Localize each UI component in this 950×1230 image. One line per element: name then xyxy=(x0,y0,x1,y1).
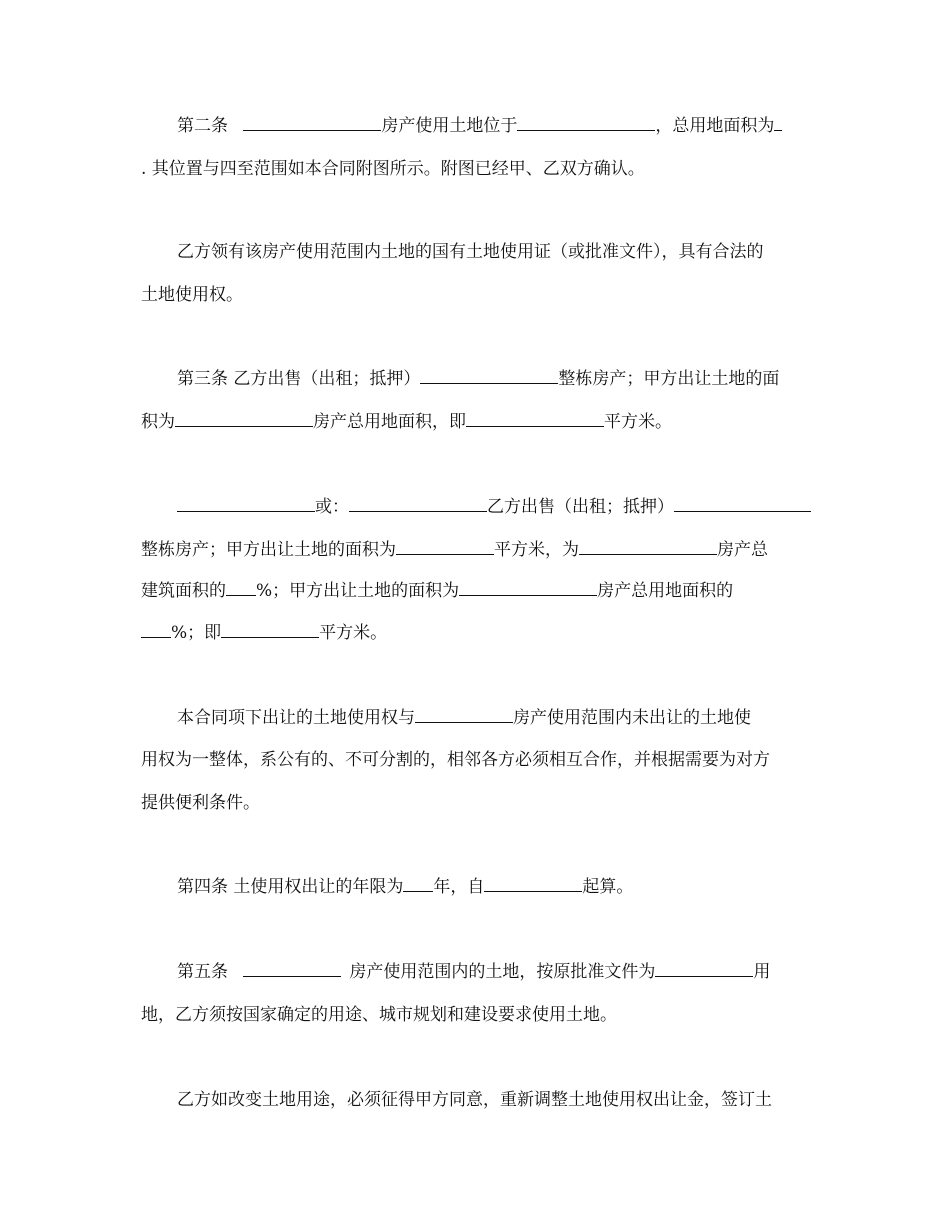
text-segment: ，总用地面积为 xyxy=(655,116,775,136)
blank-field xyxy=(226,580,256,596)
alternative-line-1 xyxy=(141,495,811,519)
blank-field xyxy=(175,411,313,427)
text-segment: 整栋房产；甲方出让土地的面积为 xyxy=(141,540,396,560)
text-segment: 房产使用范围内的土地，按原批准文件为 xyxy=(349,962,656,982)
article-2-line-2 xyxy=(141,157,811,181)
text-segment: %；甲方出让土地的面积为 xyxy=(256,581,460,601)
blank-field xyxy=(403,876,433,892)
blank-field xyxy=(655,961,753,977)
blank-field xyxy=(466,411,604,427)
text-segment: 用权为一整体，系公有的、不可分割的，相邻各方必须相互合作，并根据需要为对方 xyxy=(141,750,770,770)
paragraph-integrity-line-2 xyxy=(141,748,811,772)
alternative-line-3 xyxy=(141,579,811,603)
text-segment: 乙方如改变土地用途，必须征得甲方同意，重新调整土地使用权出让金，签订土 xyxy=(177,1090,772,1110)
text-segment: 整栋房产；甲方出让土地的面 xyxy=(558,369,780,389)
text-segment: 乙方领有该房产使用范围内土地的国有土地使用证（或批准文件），具有合法的 xyxy=(177,242,764,262)
text-segment: . 其位置与四至范围如本合同附图所示。附图已经甲、乙双方确认。 xyxy=(141,159,645,179)
text-segment: 土地使用权。 xyxy=(141,285,243,305)
text-segment: 乙方出售（出租；抵押） xyxy=(487,497,674,517)
text-segment: 建筑面积的 xyxy=(141,581,226,601)
text-segment: 房产使用土地位于 xyxy=(381,116,518,136)
text-segment: 平方米，为 xyxy=(494,540,579,560)
blank-field xyxy=(517,115,655,131)
text-segment: 或： xyxy=(315,497,349,517)
text-segment: 提供便利条件。 xyxy=(141,793,260,813)
text-segment: 房产总用地面积的 xyxy=(597,581,734,601)
text-segment: 年，自 xyxy=(433,877,485,897)
blank-field xyxy=(396,539,494,555)
text-segment: 用 xyxy=(753,962,771,982)
text-segment: 房产总 xyxy=(717,540,768,560)
blank-field xyxy=(459,580,597,596)
blank-field xyxy=(141,622,171,638)
paragraph-change-use-line-1 xyxy=(141,1088,811,1112)
text-segment: 房产使用范围内未出让的土地使 xyxy=(513,708,751,728)
paragraph-land-cert-line-2 xyxy=(141,283,811,307)
blank-field xyxy=(415,707,513,723)
blank-field xyxy=(243,115,381,131)
blank-field xyxy=(349,496,487,512)
text-segment: 房产总用地面积，即 xyxy=(313,412,466,432)
article-5-line-2 xyxy=(141,1003,811,1027)
blank-field xyxy=(177,496,315,512)
paragraph-land-cert-line-1 xyxy=(141,240,811,264)
text-segment: 平方米。 xyxy=(604,412,672,432)
article-3-line-2 xyxy=(141,410,811,434)
blank-field xyxy=(243,961,341,977)
blank-field xyxy=(774,115,782,131)
alternative-line-4 xyxy=(141,621,811,645)
article-5-label: 第五条 xyxy=(177,962,228,982)
blank-field xyxy=(221,622,319,638)
article-3-line-1 xyxy=(141,367,811,391)
text-segment: 平方米。 xyxy=(319,623,388,643)
text-segment: 起算。 xyxy=(582,877,634,897)
article-5-line-1 xyxy=(141,960,811,984)
alternative-line-2 xyxy=(141,538,811,562)
text-segment: %；即 xyxy=(171,623,222,643)
text-segment: 积为 xyxy=(141,412,175,432)
article-3-label: 第三条 乙方出售（出租；抵押） xyxy=(177,369,421,389)
blank-field xyxy=(674,496,811,512)
article-2-label: 第二条 xyxy=(177,116,228,136)
article-4-line-1 xyxy=(141,875,811,899)
blank-field xyxy=(420,368,558,384)
article-2-line-1 xyxy=(141,114,811,138)
blank-field xyxy=(579,539,717,555)
article-4-label: 第四条 土使用权出让的年限为 xyxy=(177,877,404,897)
blank-field xyxy=(484,876,582,892)
text-segment: 本合同项下出让的土地使用权与 xyxy=(177,708,415,728)
text-segment: 地，乙方须按国家确定的用途、城市规划和建设要求使用土地。 xyxy=(141,1005,617,1025)
paragraph-integrity-line-3 xyxy=(141,791,811,815)
paragraph-integrity-line-1 xyxy=(141,706,811,730)
